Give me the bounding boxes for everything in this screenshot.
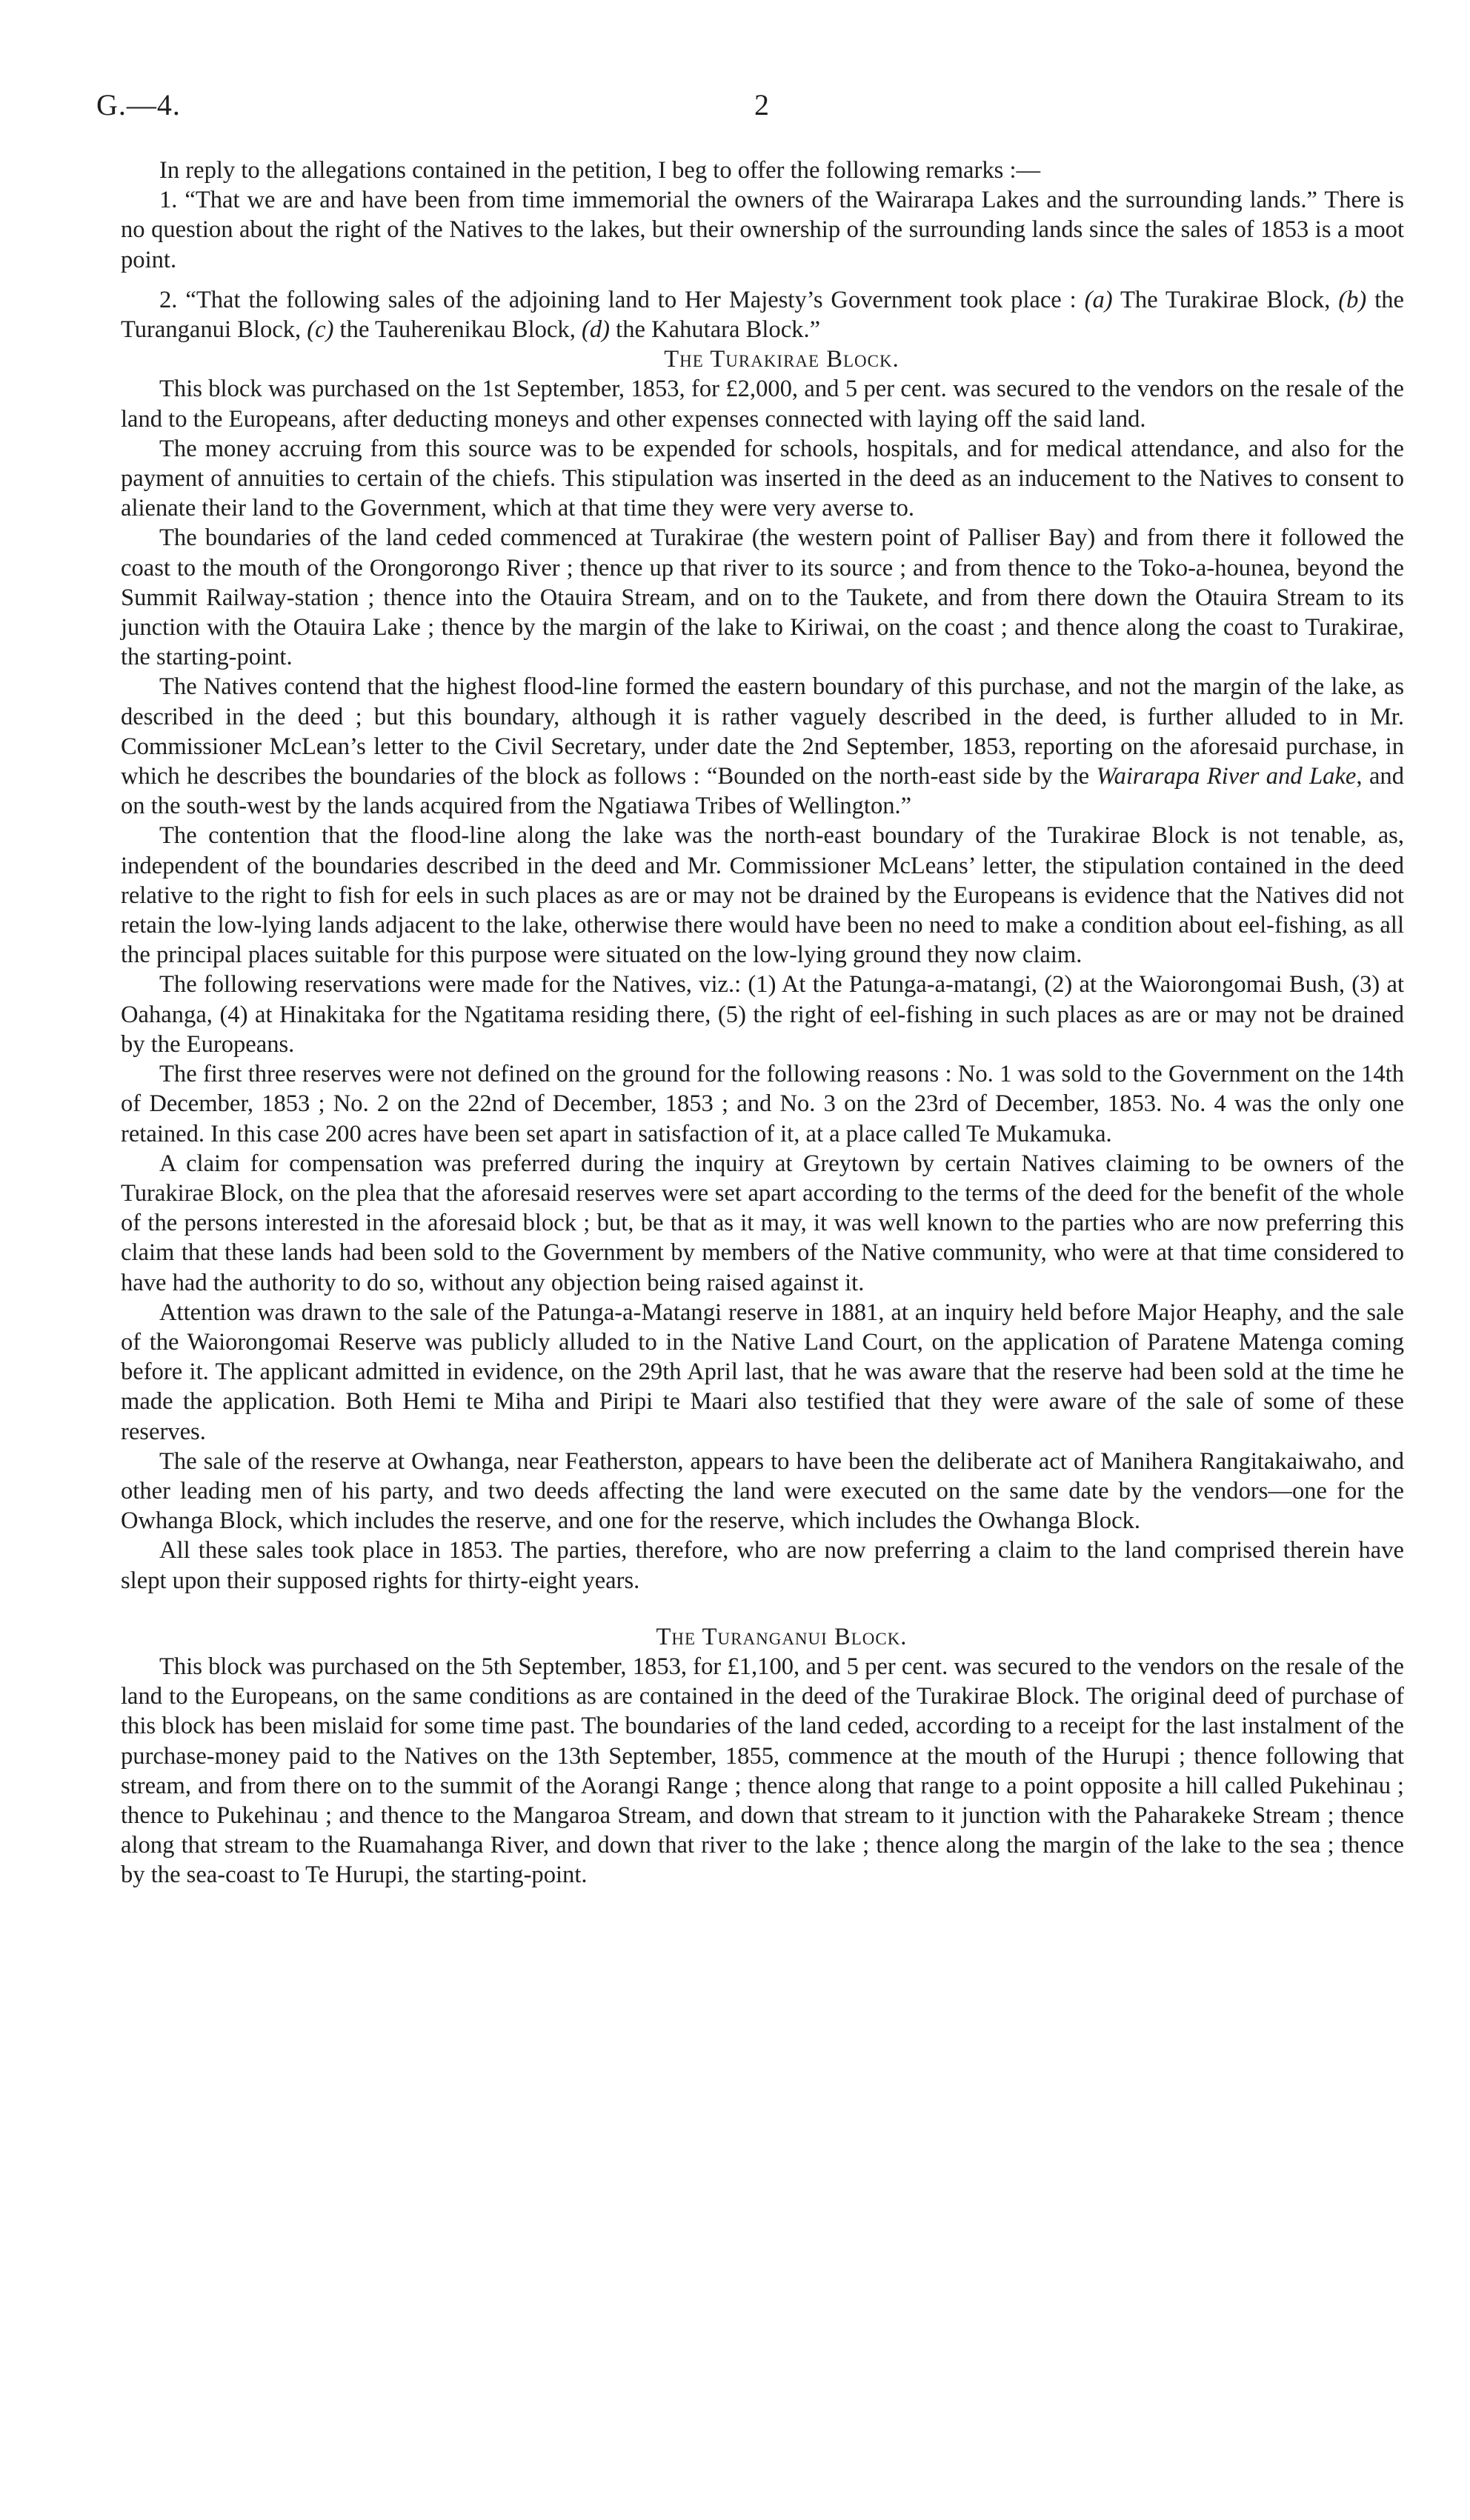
item-c-text: the Tauherenikau Block,	[333, 316, 582, 344]
turakirae-paragraph-4-start: The Natives contend that the highest flood-line formed the eastern boundary of this purchase, and not the margin of the lake, as described in the deed ; but this boundary, although it is rather vaguely described in the deed, is further alluded to in Mr. Commissioner McLean’s letter to the Civil Secretary, under date the 2nd September, 1853, reporting on the aforesaid purchase, in which he describes the boundaries of the block as follows : “Bounded on the north-east side by the	[121, 673, 1404, 790]
point-2-lead: 2. “That the following sales of the adjoining land to Her Majesty’s Government took place :	[159, 286, 1077, 313]
turakirae-paragraph-2: The money accruing from this source was to be expended for schools, hospitals, and for medical attendance, and also for the payment of annuities to certain of the chiefs. This stipulation was inserted in the deed as an inducement to the Natives to consent to alienate their land to the Government, which at that time they were very averse to.	[121, 435, 1404, 522]
document-body	[121, 156, 1404, 1890]
turakirae-paragraph-4-end: , and on the south-west by the lands acquired from the Ngatiawa Tribes of Wellington.”	[121, 763, 1404, 820]
point-2-paragraph	[121, 285, 1404, 344]
turakirae-paragraph-7: The first three reserves were not defined on the ground for the following reasons : No. 1 was sold to the Government on the 14th of December, 1853 ; No. 2 on the 22nd of December, 1853 ; and No. 3 on the 23rd of December, 1853. No. 4 was the only one retained. In this case 200 acres have been set apart in satisfaction of it, at a place called Te Mukamuka.	[121, 1061, 1404, 1147]
intro-paragraph: In reply to the allegations contained in the petition, I beg to offer the following remarks :—	[159, 157, 1041, 184]
turakirae-paragraph-10: The sale of the reserve at Owhanga, near Featherston, appears to have been the deliberate act of Manihera Rangitakaiwaho, and other leading men of his party, and two deeds affecting the land were executed on the same date by the vendors—one for the Owhanga Block, which includes the reserve, and one for the reserve, which includes the Owhanga Block.	[121, 1447, 1404, 1535]
turakirae-paragraph-5: The contention that the flood-line along the lake was the north-east boundary of the Turakirae Block is not tenable, as, independent of the boundaries described in the deed and Mr. Commissioner McLeans’ letter, the stipulation contained in the deed relative to the right to fish for eels in such places as are or may not be drained by the Europeans is evidence that the Natives did not retain the low-lying lands adjacent to the lake, otherwise there would have been no need to make a condition about eel-fishing, as all the principal places suitable for this purpose were situated on the low-lying ground they now claim.	[121, 822, 1404, 969]
turakirae-paragraph-6: The following reservations were made for the Natives, viz.: (1) At the Patunga-a-matangi, (2) at the Waiorongomai Bush, (3) at Oahanga, (4) at Hinakitaka for the Ngatitama residing there, (5) the right of eel-fishing in such places as are or may not be drained by the Europeans.	[121, 971, 1404, 1058]
section-heading-turanganui: The Turanganui Block.	[656, 1623, 908, 1650]
turakirae-paragraph-11: All these sales took place in 1853. The parties, therefore, who are now preferring a claim to the land comprised therein have slept upon their supposed rights for thirty-eight years.	[121, 1537, 1404, 1594]
item-d-label: (d)	[582, 316, 611, 344]
section-heading-turakirae: The Turakirae Block.	[664, 346, 899, 373]
turakirae-paragraph-4-italic: Wairarapa River and Lake	[1096, 763, 1357, 790]
item-a-label: (a)	[1084, 286, 1113, 313]
turakirae-paragraph-9: Attention was drawn to the sale of the Patunga-a-Matangi reserve in 1881, at an inquiry held before Major Heaphy, and the sale of the Waiorongomai Reserve was publicly alluded to in the Native Land Court, on the application of Paratene Matenga coming before it. The applicant admitted in evidence, on the 29th April last, that he was aware that the reserve had been sold at the time he made the application. Both Hemi te Miha and Piripi te Maari also testified that they were aware of the sale of some of these reserves.	[121, 1299, 1404, 1445]
turakirae-paragraph-4	[121, 672, 1404, 821]
turakirae-paragraph-3: The boundaries of the land ceded commenced at Turakirae (the western point of Palliser Bay) and from there it followed the coast to the mouth of the Orongorongo River ; thence up that river to its source ; and from thence to the Toko-a-hounea, beyond the Summit Railway-station ; thence into the Otauira Stream, and on to the Taukete, and from there down the Otauira Stream to its junction with the Otauira Lake ; thence by the margin of the lake to Kiriwai, on the coast ; and thence along the coast to Turakirae, the starting-point.	[121, 524, 1404, 671]
page-number: 2	[754, 88, 769, 121]
item-d-text: the Kahutara Block.”	[610, 316, 821, 344]
item-b-text: the Turanganui Block,	[121, 286, 1404, 344]
turanganui-paragraph-1: This block was purchased on the 5th September, 1853, for £1,100, and 5 per cent. was secured to the vendors on the resale of the land to the Europeans, on the same conditions as are contained in the deed of the Turakirae Block. The original deed of purchase of this block has been mislaid for some time past. The boundaries of the land ceded, according to a receipt for the last instalment of the purchase-money paid to the Natives on the 13th September, 1855, commence at the mouth of the Hurupi ; thence following that stream, and from there on to the summit of the Aorangi Range ; thence along that range to a point opposite a hill called Pukehinau ; thence to Pukehinau ; and thence to the Mangaroa Stream, and down that stream to it junction with the Paharakeke Stream ; thence along that stream to the Ruamahanga River, and down that river to the lake ; thence along the margin of the lake to the sea ; thence by the sea-coast to Te Hurupi, the starting-point.	[121, 1653, 1404, 1889]
item-a-text: The Turakirae Block,	[1112, 286, 1339, 313]
item-c-label: (c)	[307, 316, 334, 344]
point-1-paragraph: 1. “That we are and have been from time immemorial the owners of the Wairarapa Lakes and the surrounding lands.” There is no question about the right of the Natives to the lakes, but their ownership of the surrounding lands since the sales of 1853 is a moot point.	[121, 187, 1404, 273]
turakirae-paragraph-1: This block was purchased on the 1st September, 1853, for £2,000, and 5 per cent. was secured to the vendors on the resale of the land to the Europeans, after deducting moneys and other expenses connected with laying off the said land.	[121, 376, 1404, 433]
item-b-label: (b)	[1338, 286, 1367, 313]
document-reference: G.—4.	[96, 88, 181, 121]
turakirae-paragraph-8: A claim for compensation was preferred during the inquiry at Greytown by certain Natives claiming to be owners of the Turakirae Block, on the plea that the aforesaid reserves were set apart according to the terms of the deed for the benefit of the whole of the persons interested in the aforesaid block ; but, be that as it may, it was well known to the parties who are now preferring this claim that these lands had been sold to the Government by members of the Native community, who were at that time considered to have had the authority to do so, without any objection being raised against it.	[121, 1150, 1404, 1296]
